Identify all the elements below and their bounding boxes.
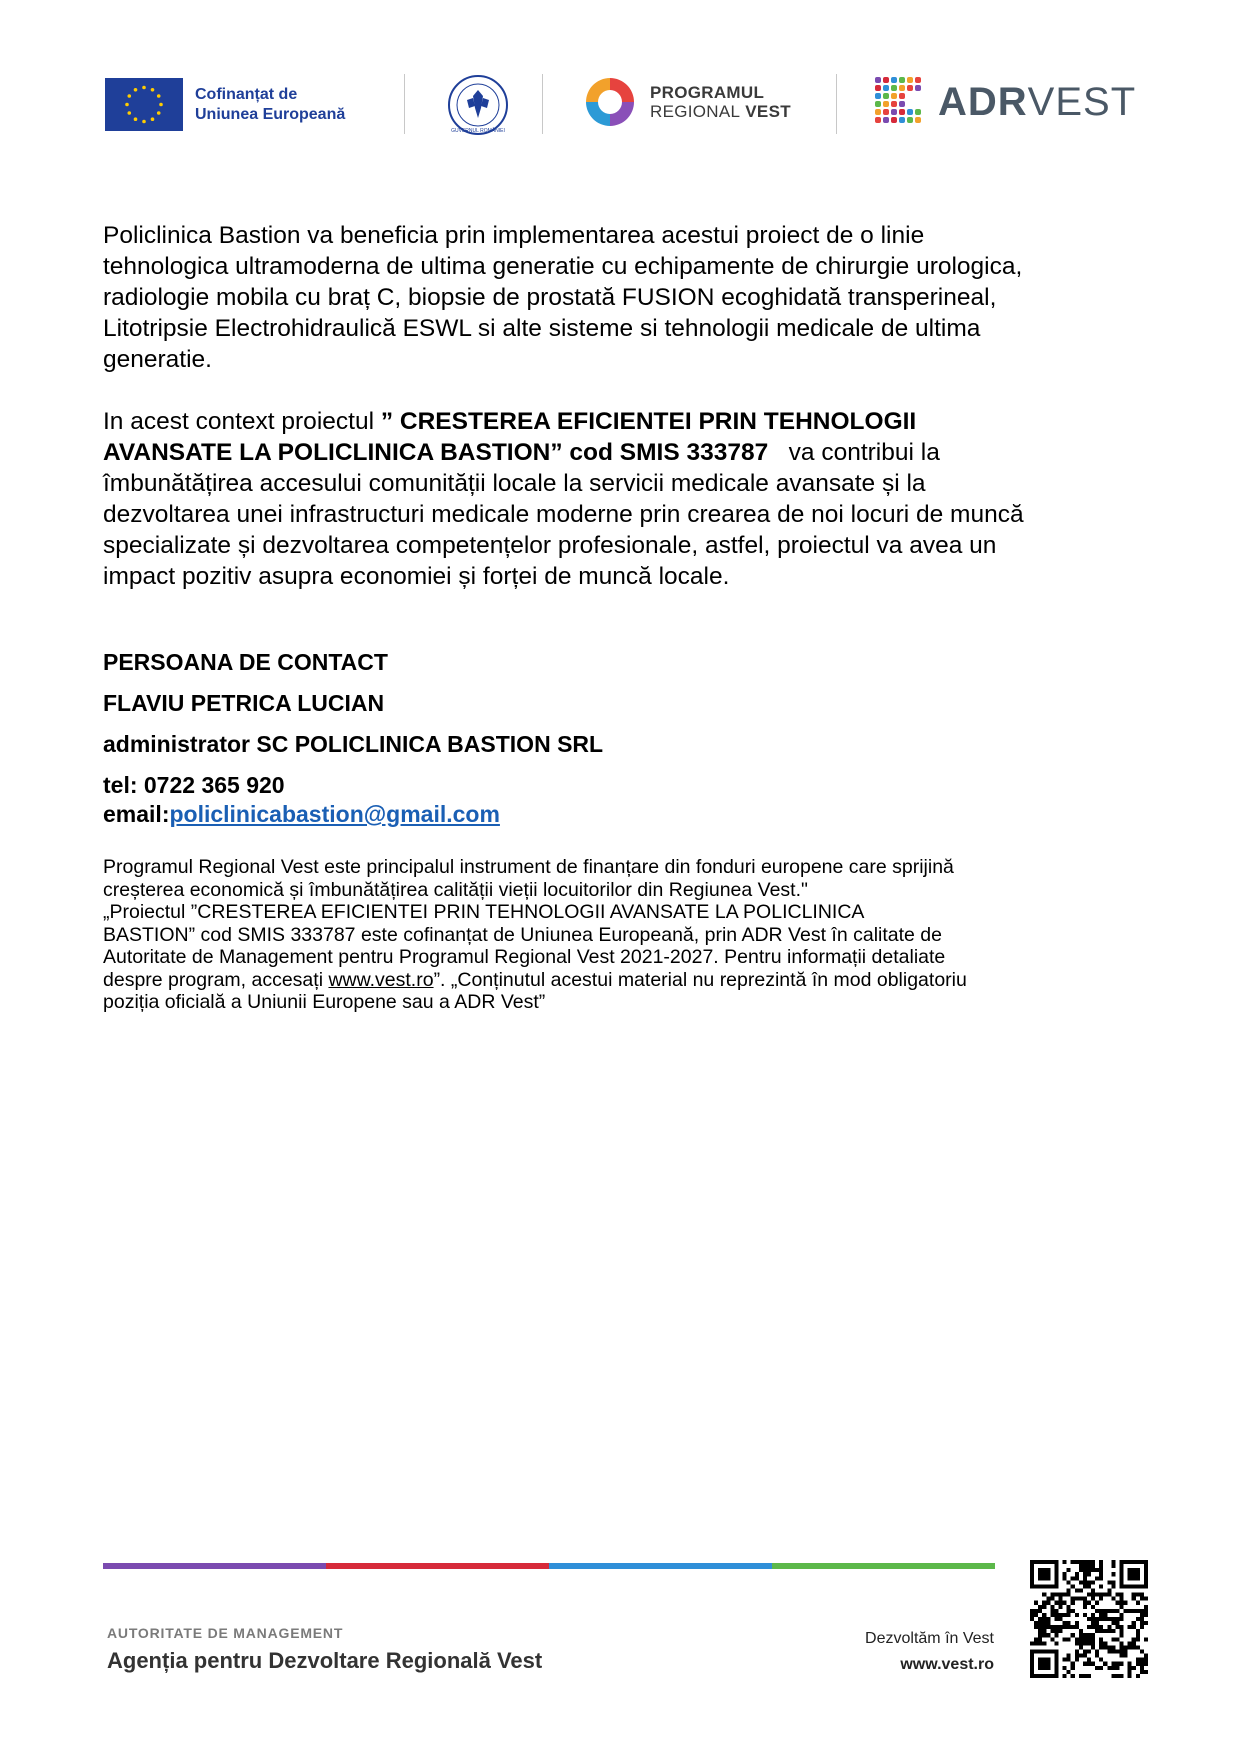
text-line: Policlinica Bastion va beneficia prin implementarea acestui proiect de o linie — [103, 222, 925, 249]
intro-paragraph — [103, 220, 1143, 375]
romanian-government-seal-icon — [447, 74, 509, 136]
eu-logo-line2: Uniunea Europeană — [195, 105, 346, 123]
program-regional-vest-logo — [582, 74, 791, 130]
footer-site: www.vest.ro — [900, 1656, 994, 1673]
program-logo-line1: PROGRAMUL — [650, 83, 765, 102]
text-line: dezvoltarea unei infrastructuri medicale moderne prin crearea de noi locuri de muncă — [103, 501, 1024, 528]
text-line: impact pozitiv asupra economiei și forței de muncă locale. — [103, 563, 730, 590]
adr-vest-logo — [874, 76, 1136, 128]
authority-label: AUTORITATE DE MANAGEMENT — [107, 1625, 344, 1641]
project-title-line1: ” CRESTEREA EFICIENTEI PRIN TEHNOLOGII — [380, 408, 917, 435]
band-segment — [103, 1563, 326, 1569]
color-band — [103, 1563, 995, 1569]
disclaimer-line: poziția oficială a Uniunii Europene sau a ADR Vest” — [103, 991, 546, 1013]
text-line: tehnologica ultramoderna de ultima generatie cu echipamente de chirurgie urologica, — [103, 253, 1023, 280]
adr-dots-icon — [874, 76, 926, 128]
disclaimer-line: ”. „Conținutul acestui material nu reprezintă în mod obligatoriu — [433, 968, 967, 991]
text-line: Litotripsie Electrohidraulică ESWL si alte sisteme si tehnologii medicale de ultima — [103, 315, 981, 342]
band-segment — [772, 1563, 995, 1569]
email-link[interactable]: policlinicabastion@gmail.com — [169, 801, 500, 827]
disclaimer-line: creșterea economică și îmbunătățirea calității vieții locuitorilor din Regiunea Vest." — [103, 878, 808, 901]
eu-flag-icon — [105, 78, 183, 131]
eu-cofinancing-logo — [105, 78, 345, 131]
authority-name: Agenția pentru Dezvoltare Regională Vest — [107, 1648, 543, 1673]
text-line: specializate și dezvoltarea competențelor profesionale, astfel, proiectul va avea un — [103, 532, 997, 559]
disclaimer-line: Autoritate de Management pentru Programul Regional Vest 2021-2027. Pentru informații detaliate — [103, 946, 946, 968]
contact-role: administrator SC POLICLINICA BASTION SRL — [103, 731, 604, 757]
band-segment — [326, 1563, 549, 1569]
program-logo-line3: VEST — [745, 102, 791, 121]
contact-phone: tel: 0722 365 920 — [103, 772, 285, 798]
contact-name: FLAVIU PETRICA LUCIAN — [103, 690, 385, 716]
band-segment — [549, 1563, 772, 1569]
logo-divider — [404, 74, 405, 134]
logo-divider — [836, 74, 837, 134]
email-label: email: — [103, 801, 170, 827]
gov-seal-text: GUVERNUL ROMÂNIEI — [451, 128, 505, 134]
qr-code-icon — [1030, 1560, 1148, 1678]
text-line: îmbunătățirea accesului comunității locale la servicii medicale avansate și la — [103, 470, 926, 497]
eu-logo-line1: Cofinanțat de — [195, 85, 298, 103]
funding-disclaimer — [103, 856, 1143, 1014]
text-line: generatie. — [103, 346, 212, 373]
contact-heading: PERSOANA DE CONTACT — [103, 649, 388, 675]
logo-header — [0, 0, 1240, 180]
project-title-line2: AVANSATE LA POLICLINICA BASTION” cod SMIS 333787 — [103, 439, 769, 466]
disclaimer-line: „Proiectul ”CRESTEREA EFICIENTEI PRIN TEHNOLOGII AVANSATE LA POLICLINICA — [103, 901, 865, 923]
text-line: radiologie mobila cu braț C, biopsie de prostată FUSION ecoghidată transperineal, — [103, 284, 997, 311]
logo-divider — [542, 74, 543, 134]
adr-logo-light: VEST — [1027, 79, 1137, 124]
vest-site-link[interactable]: www.vest.ro — [328, 968, 434, 991]
adr-logo-bold: ADR — [938, 79, 1028, 124]
disclaimer-line: Programul Regional Vest este principalul instrument de finanțare din fonduri europene care sprijină — [103, 856, 954, 878]
disclaimer-line: despre program, accesați — [103, 968, 329, 991]
text-line: va contribui la — [768, 439, 940, 466]
program-swirl-icon — [582, 74, 638, 130]
disclaimer-line: BASTION” cod SMIS 333787 este cofinanțat de Uniunea Europeană, prin ADR Vest în calitate de — [103, 923, 942, 946]
slogan: Dezvoltăm în Vest — [865, 1630, 994, 1647]
context-paragraph — [103, 406, 1143, 592]
contact-email-row — [103, 800, 500, 828]
program-logo-line2: REGIONAL — [650, 102, 741, 121]
text-line: In acest context proiectul — [103, 408, 381, 435]
